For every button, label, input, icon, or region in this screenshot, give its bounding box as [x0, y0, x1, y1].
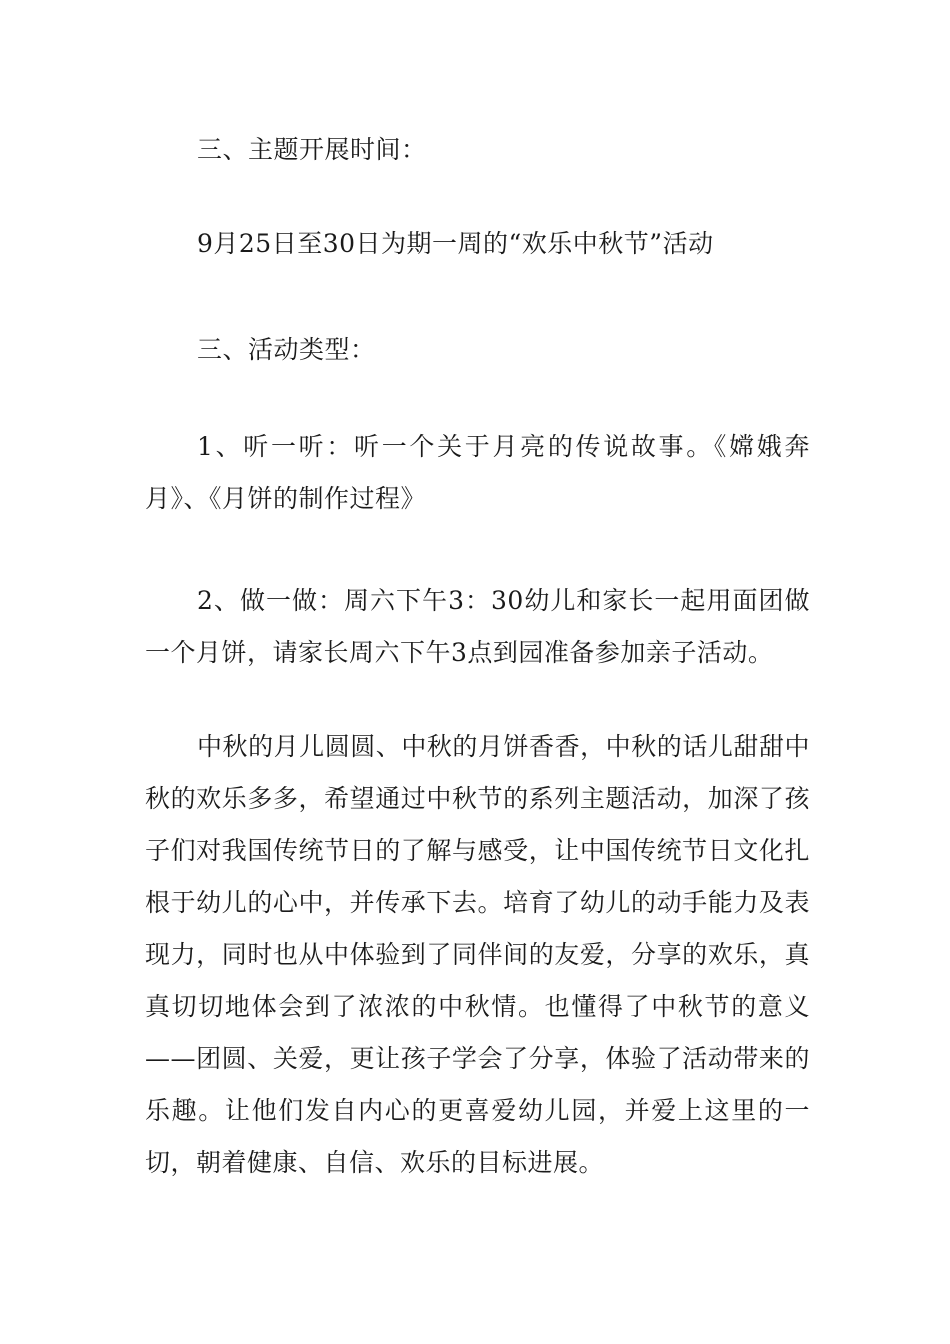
schedule-text: 9月25日至30日为期一周的“欢乐中秋节”活动: [197, 229, 714, 258]
activity-item-listen: 1、听一听：听一个关于月亮的传说故事。《嫦娥奔月》、《月饼的制作过程》: [145, 432, 810, 513]
summary-paragraph: 中秋的月儿圆圆、中秋的月饼香香，中秋的话儿甜甜中秋的欢乐多多，希望通过中秋节的系列主题活动，加深了孩子们对我国传统节日的了解与感受，让中国传统节日文化扎根于幼儿的心中，并传承下去。培育了幼儿的动手能力及表现力，同时也从中体验到了同伴间的友爱，分享的欢乐，真真切切地体会到了浓浓的中秋情。也懂得了中秋节的意义——团圆、关爱，更让孩子学会了分享，体验了活动带来的乐趣。让他们发自内心的更喜爱幼儿园，并爱上这里的一切，朝着健康、自信、欢乐的目标进展。: [145, 732, 810, 1177]
activity-item-make: 2、做一做：周六下午3：30幼儿和家长一起用面团做一个月饼，请家长周六下午3点到园准备参加亲子活动。: [145, 586, 810, 667]
section-heading-activity-types: 三、活动类型：: [197, 335, 376, 364]
section-heading-schedule: 三、主题开展时间：: [197, 135, 427, 164]
